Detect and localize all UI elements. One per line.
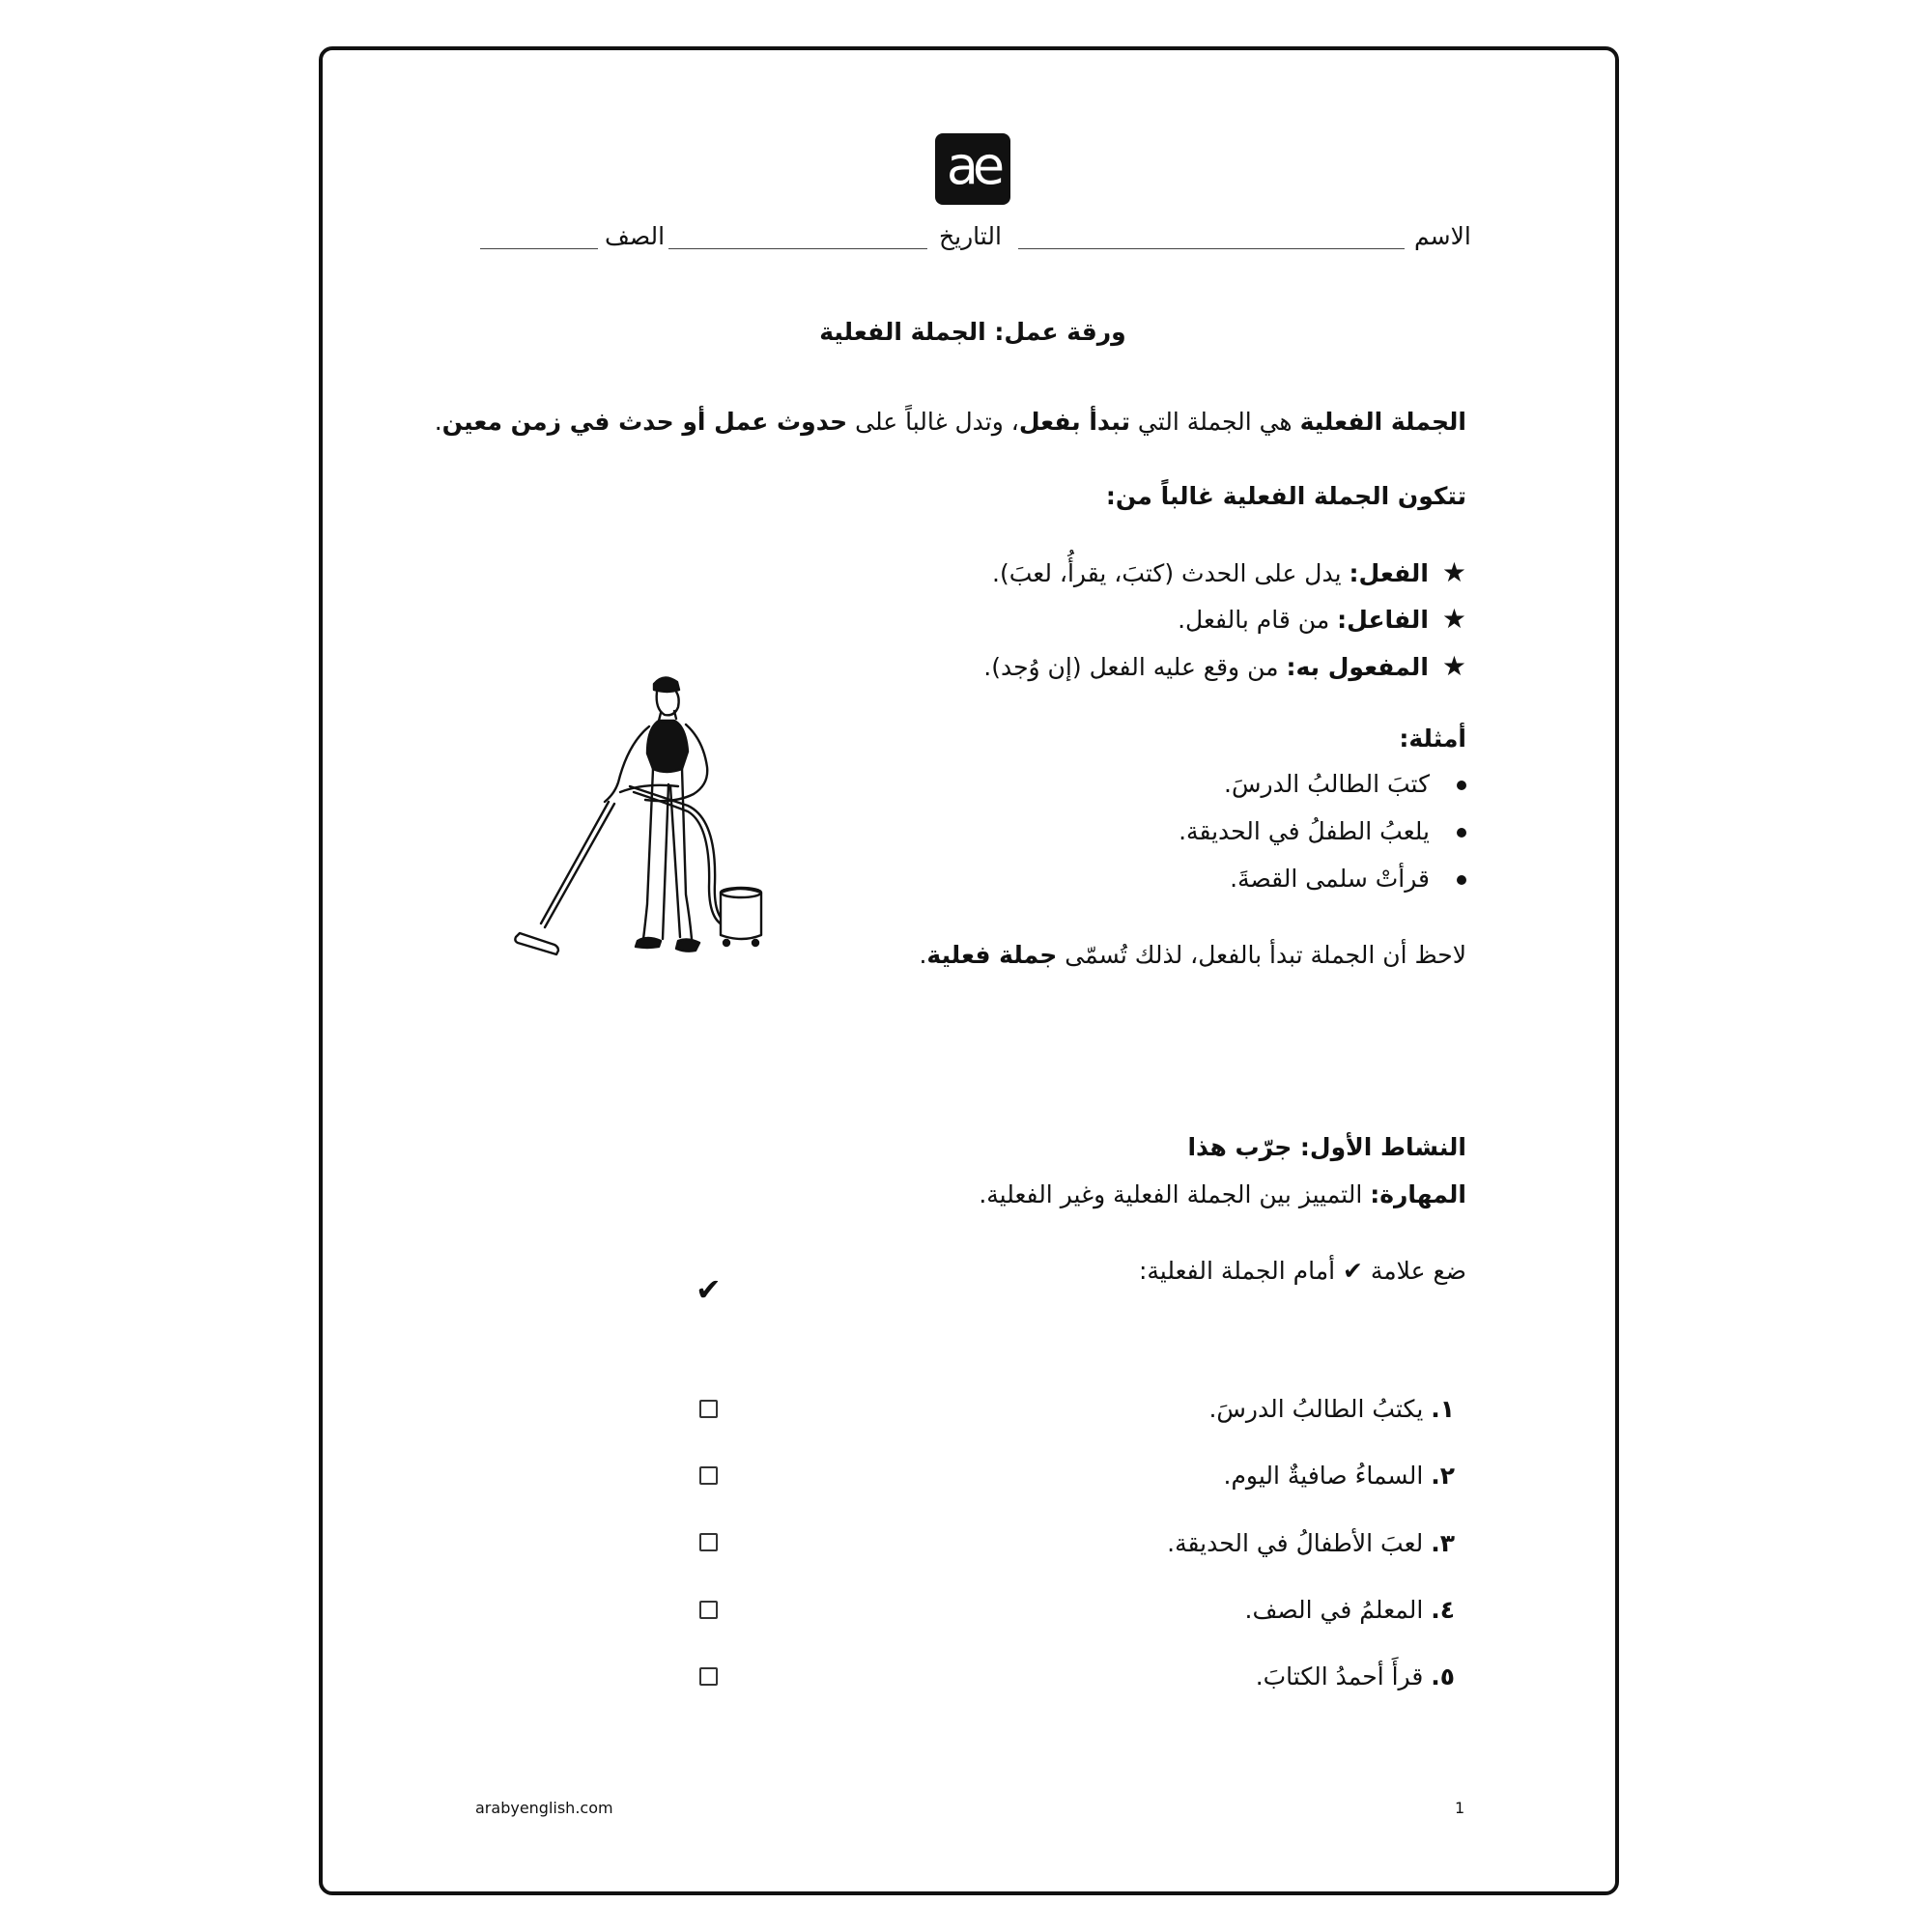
question-row	[1167, 1529, 1455, 1557]
worksheet-page	[319, 46, 1619, 1895]
question-row	[1224, 1462, 1456, 1490]
question-text: المعلمُ في الصف.	[1244, 1596, 1432, 1624]
question-row	[1245, 1596, 1455, 1624]
vacuum-cleaner-illustration	[514, 668, 804, 997]
class-blank[interactable]	[480, 248, 598, 249]
footer-site: arabyenglish.com	[475, 1799, 613, 1817]
definition-paragraph	[435, 408, 1466, 436]
answer-checkbox[interactable]	[699, 1667, 718, 1686]
component-label: الفعل:	[1349, 559, 1429, 587]
component-text: من قام بالفعل.	[1178, 606, 1338, 634]
activity-heading: النشاط الأول: جرّب هذا	[1187, 1133, 1466, 1161]
question-text: يكتبُ الطالبُ الدرسَ.	[1208, 1395, 1432, 1423]
bullet-icon	[1457, 781, 1466, 790]
example-item	[1179, 817, 1466, 845]
page-title: ورقة عمل: الجملة الفعلية	[819, 318, 1126, 346]
def-term: الجملة الفعلية	[1299, 408, 1466, 436]
def-text-2: ، وتدل غالباً على	[847, 408, 1019, 436]
skill-label: المهارة:	[1370, 1180, 1466, 1208]
example-text: يلعبُ الطفلُ في الحديقة.	[1179, 817, 1430, 845]
brand-logo: ae	[935, 133, 1010, 205]
component-item	[992, 556, 1466, 588]
def-text-1: هي الجملة التي	[1129, 408, 1300, 436]
question-text: السماءُ صافيةٌ اليوم.	[1223, 1462, 1432, 1490]
name-label: الاسم	[1414, 222, 1471, 250]
date-label: التاريخ	[939, 222, 1002, 250]
example-text: قرأتْ سلمى القصةَ.	[1230, 865, 1430, 893]
component-item	[983, 650, 1466, 682]
component-label: المفعول به:	[1286, 653, 1429, 681]
answer-checkbox[interactable]	[699, 1601, 718, 1619]
name-blank[interactable]	[1018, 248, 1405, 249]
question-row	[1208, 1395, 1455, 1423]
bullet-icon	[1457, 828, 1466, 838]
question-row	[1256, 1662, 1455, 1690]
component-label: الفاعل:	[1337, 606, 1429, 634]
components-heading: تتكون الجملة الفعلية غالباً من:	[1105, 482, 1466, 510]
star-icon: ★	[1441, 650, 1466, 682]
note-text: لاحظ أن الجملة تبدأ بالفعل، لذلك تُسمّى	[1057, 941, 1466, 969]
check-column-header: ✔	[696, 1271, 722, 1308]
question-number: ٤.	[1431, 1596, 1455, 1624]
class-label: الصف	[605, 222, 666, 250]
question-number: ٥.	[1431, 1662, 1455, 1690]
date-blank[interactable]	[668, 248, 927, 249]
answer-checkbox[interactable]	[699, 1400, 718, 1418]
answer-checkbox[interactable]	[699, 1466, 718, 1485]
example-item	[1230, 865, 1466, 893]
star-icon: ★	[1441, 556, 1466, 588]
component-item	[1178, 603, 1466, 635]
def-bold-2: حدوث عمل أو حدث في زمن معين	[441, 408, 848, 436]
question-number: ٣.	[1431, 1529, 1455, 1557]
def-bold-1: تبدأ بفعل	[1018, 408, 1130, 436]
component-text: من وقع عليه الفعل (إن وُجد).	[983, 653, 1287, 681]
example-item	[1224, 770, 1466, 798]
def-period: .	[434, 408, 442, 436]
note-paragraph	[919, 941, 1466, 969]
question-text: لعبَ الأطفالُ في الحديقة.	[1167, 1529, 1432, 1557]
footer-page-number: 1	[1455, 1799, 1465, 1817]
answer-checkbox[interactable]	[699, 1533, 718, 1551]
component-text: يدل على الحدث (كتبَ، يقرأُ، لعبَ).	[992, 559, 1350, 587]
note-period: .	[919, 941, 927, 969]
bullet-icon	[1457, 875, 1466, 885]
question-number: ١.	[1431, 1395, 1455, 1423]
examples-heading: أمثلة:	[1399, 724, 1466, 753]
skill-line	[979, 1180, 1466, 1208]
activity-instruction: ضع علامة ✔ أمام الجملة الفعلية:	[1138, 1257, 1466, 1285]
question-number: ٢.	[1431, 1462, 1455, 1490]
note-bold: جملة فعلية	[926, 941, 1058, 969]
skill-text: التمييز بين الجملة الفعلية وغير الفعلية.	[979, 1180, 1371, 1208]
question-text: قرأَ أحمدُ الكتابَ.	[1255, 1662, 1432, 1690]
star-icon: ★	[1441, 603, 1466, 635]
example-text: كتبَ الطالبُ الدرسَ.	[1224, 770, 1430, 798]
